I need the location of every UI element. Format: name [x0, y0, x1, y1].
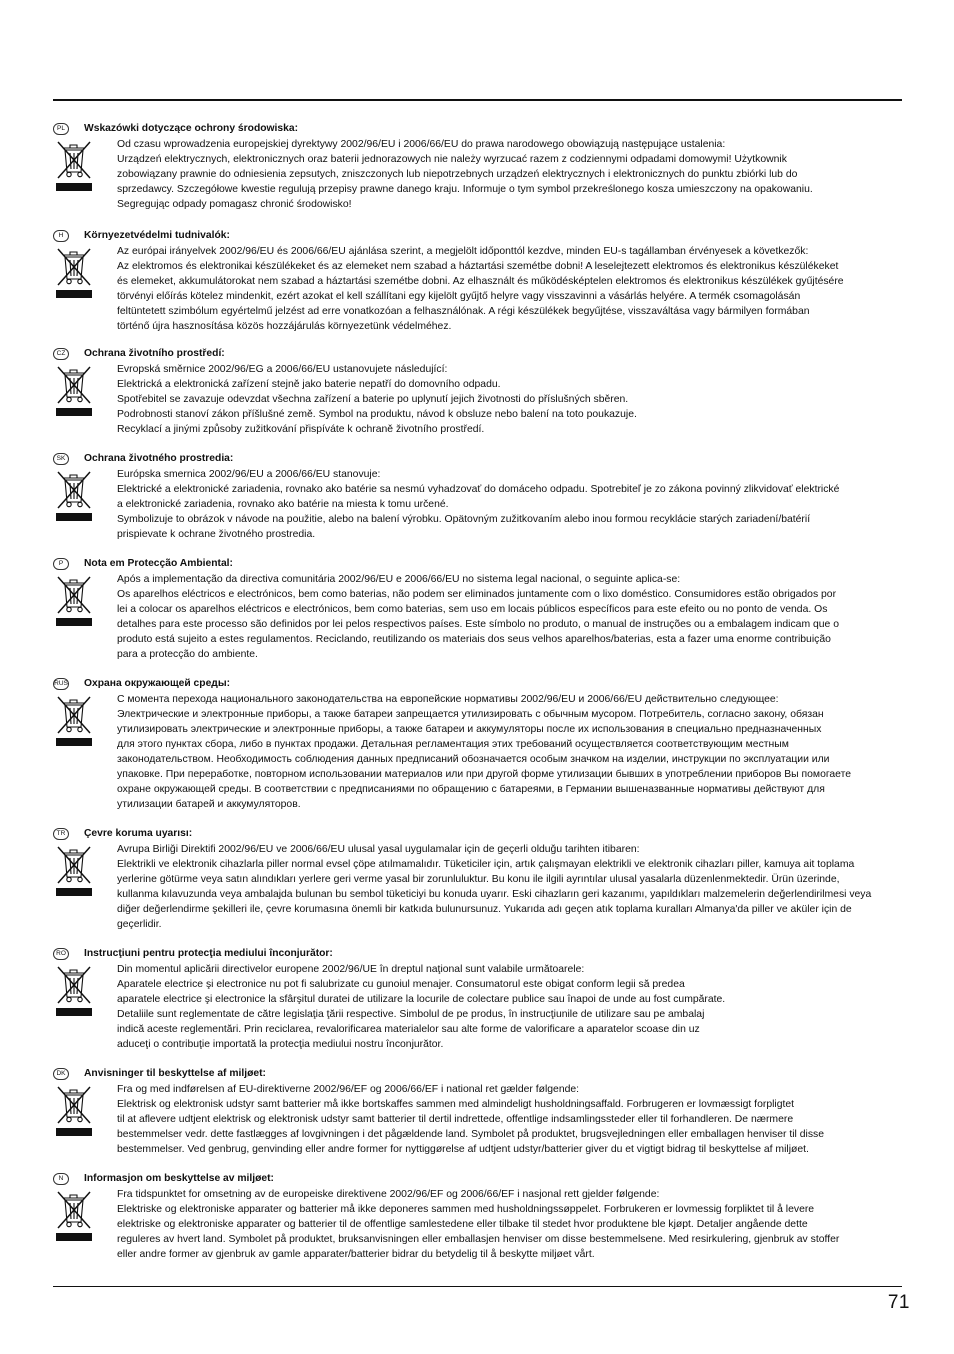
weee-bar	[56, 408, 92, 416]
section-line: Spotřebitel se zavazuje odevzdat všechna zařízení a baterie po uplynutí jejich životnosti do příslušných sběren.	[117, 394, 629, 405]
section-title: Anvisninger til beskyttelse af miljøet:	[84, 1068, 266, 1079]
section-line: Elektrikli ve elektronik cihazlarla piller normal evsel çöpe atılmamalıdır. Tüketiciler için, artık çalışmayan elektrikli ve elektronik cihazları piller, kamuya ait toplama	[117, 859, 855, 870]
weee-symbol	[56, 1084, 94, 1136]
section	[53, 452, 905, 542]
weee-bar	[56, 1008, 92, 1016]
section-line: lei a colocar os aparelhos eléctricos e electrónicos, bem como baterias, sem uso em locais públicos específicos para este efeito ou no ponto de venda. Os	[117, 604, 828, 615]
weee-symbol	[56, 1189, 94, 1241]
top-rule	[53, 99, 902, 101]
section-title: Környezetvédelmi tudnivalók:	[84, 230, 230, 241]
section-header	[53, 1172, 905, 1187]
section-header	[53, 557, 905, 572]
section-body	[117, 1187, 905, 1262]
country-code-badge: CZ	[53, 348, 69, 360]
section	[53, 122, 905, 212]
section-body	[117, 572, 905, 662]
section-line: feltüntetett szimbólum egyértelmű jelzést ad erre vonatkozóan a felhasználónak. A régi készülékek begyűjtése, visszaváltása vagy bármilyen formában	[117, 306, 810, 317]
country-code-badge: RUS	[53, 678, 69, 690]
weee-symbol	[56, 469, 94, 521]
section-body	[117, 692, 905, 812]
section-line: Podrobnosti stanoví zákon příšlušné země. Symbol na produktu, návod k obsluze nebo balení na toto poukazuje.	[117, 409, 637, 420]
crossed-out-bin-icon	[56, 574, 92, 614]
section-line: aparatele electrice şi electronice la sfârşitul duratei de utilizare la locurile de colectare publice sau înapoi de unde au fost cumpărate.	[117, 994, 726, 1005]
section-line: bestemmelser vedr. dette fastlægges af lovgivningen i det pågældende land. Symbolet på produktet, brugsvejledningen eller emballagen henviser til disse	[117, 1129, 824, 1140]
weee-bar	[56, 183, 92, 191]
section	[53, 229, 905, 334]
section-header	[53, 122, 905, 137]
section-line: aduceţi o contribuţie importată la protecţia mediului nostru înconjurător.	[117, 1039, 444, 1050]
section-line: Fra tidspunktet for omsetning av de europeiske direktivene 2002/96/EF og 2006/66/EF i nasjonal rett gjelder følgende:	[117, 1189, 660, 1200]
weee-symbol	[56, 364, 94, 416]
section-line: С момента перехода национального законодательства на европейские нормативы 2002/96/EU и 2006/66/EU действительно следующее:	[117, 694, 779, 705]
section-body	[117, 362, 905, 437]
section	[53, 1067, 905, 1157]
section-line: Evropská směrnice 2002/96/EG a 2006/66/EU ustanovujete následující:	[117, 364, 448, 375]
section-header	[53, 229, 905, 244]
crossed-out-bin-icon	[56, 1189, 92, 1229]
section-header	[53, 347, 905, 362]
section-line: indică aceste reglementări. Prin reciclarea, revalorificarea materialelor sau alte forme de valorificare a aparatelor scoase din uz	[117, 1024, 700, 1035]
section-line: Elektrické a elektronické zariadenia, rovnako ako batérie sa nesmú vyhadzovať do domáceho odpadu. Spotrebiteľ je zo zákona povinný zlikvidovať elektrické	[117, 484, 840, 495]
weee-symbol	[56, 139, 94, 191]
section-title: Ochrana životného prostredia:	[84, 453, 234, 464]
section-line: produto está sujeito a estes regulamentos. Reciclando, reutilizando os materiais dos seus velhos aparelhos/baterias, esta a fazer uma enorme contribuição	[117, 634, 831, 645]
section-title: Wskazówki dotyczące ochrony środowiska:	[84, 123, 299, 134]
section-line: geçerlidir.	[117, 919, 162, 930]
section-line: yerlerine götürme veya satın alındıkları yerlere geri verme yasal bir zorunluluktur. Bu konu ile ilgili ayrıntılar ulusal yasalarla düzenlenmektedir. Ürün üzerinde,	[117, 874, 840, 885]
section-line: утилизировать электрические и электронные приборы, а также батареи и аккумуляторы после их использования в специально предназначенных	[117, 724, 822, 735]
section-body	[117, 842, 905, 932]
section-line: для этого пунктах сбора, либо в пунктах продажи. Детальная регламентация этих требований осуществляется соответствующим местным	[117, 739, 789, 750]
country-code-badge: PL	[53, 123, 69, 135]
section-line: zobowiązany prawnie do odniesienia zepsutych, zniszczonych lub niepotrzebnych urządzeń elektrycznych i elektronicznych do punktu zbiórki lub do	[117, 169, 798, 180]
section	[53, 347, 905, 437]
crossed-out-bin-icon	[56, 844, 92, 884]
weee-symbol	[56, 246, 94, 298]
section-line: законодательством. Необходимость соблюдения данных предписаний обозначается особым значком на изделии, инструкции по эксплуатации или	[117, 754, 830, 765]
page-number: 71	[887, 1292, 910, 1313]
section-line: törvényi előírás kötelez mindenkit, ezért azokat el kell szállítani egy kijelölt gyűjtő helyre vagy visszavinni a vásárlás helyére. A termék csomagolásán	[117, 291, 801, 302]
section-line: történő újra hasznosítása közös hozzájárulás környezetünk védelméhez.	[117, 321, 452, 332]
section-line: sprzedawcy. Szczegółowe kwestie regulują przepisy prawne danego kraju. Informuje o tym symbol przekreślonego kosza umieszczony na opakowaniu.	[117, 184, 813, 195]
section-header	[53, 827, 905, 842]
section	[53, 677, 905, 812]
section-line: Symbolizuje to obrázok v návode na použitie, alebo na balení výrobku. Opätovným zužitkovaním alebo inou formou recyklácie starých zariadení/batérií	[117, 514, 811, 525]
section-title: Охрана окружающей среды:	[84, 678, 231, 689]
section	[53, 827, 905, 932]
weee-symbol	[56, 694, 94, 746]
crossed-out-bin-icon	[56, 469, 92, 509]
weee-symbol	[56, 964, 94, 1016]
country-code-badge: SK	[53, 453, 69, 465]
weee-bar	[56, 738, 92, 746]
section-line: Elektrická a elektronická zařízení stejně jako baterie nepatří do domovního odpadu.	[117, 379, 501, 390]
section-line: Elektriske og elektroniske apparater og batterier må ikke deponeres sammen med husholdningssøppelet. Forbrukeren er lovmessig forpliktet til å levere	[117, 1204, 815, 1215]
section-line: Az elektromos és elektronikai készülékeket és az elemeket nem szabad a háztartási szemétbe dobni! A leselejtezett elektromos és elektronikus készülékeket	[117, 261, 839, 272]
weee-symbol	[56, 844, 94, 896]
country-code-badge: H	[53, 230, 69, 242]
section-line: til at aflevere udtjent elektrisk og elektronisk udstyr samt batterier til dertil indrettede, offentlige indsamlingssteder eller til forhandleren. De nærmere	[117, 1114, 794, 1125]
section-line: Urządzeń elektrycznych, elektronicznych oraz baterii jednorazowych nie należy wyrzucać razem z codziennymi odpadami domowymi! Użytkownik	[117, 154, 787, 165]
section-body	[117, 244, 905, 334]
weee-bar	[56, 888, 92, 896]
section-title: Ochrana životního prostředí:	[84, 348, 225, 359]
section-line: para a protecção do ambiente.	[117, 649, 258, 660]
section-line: Os aparelhos eléctricos e electrónicos, bem como baterias, não podem ser eliminados juntamente com o lixo doméstico. Consumidores estão obrigados por	[117, 589, 837, 600]
country-code-badge: RO	[53, 948, 69, 960]
section-line: reguleres av hvert land. Symbolet på produktet, bruksanvisningen eller emballasjen henviser om disse bestemmelsene. Med resirkulering, gjenbruk av stoffer	[117, 1234, 840, 1245]
section-header	[53, 947, 905, 962]
country-code-badge: TR	[53, 828, 69, 840]
section-line: Az európai irányelvek 2002/96/EU és 2006/66/EU ajánlása szerint, a megjelölt időponttól kezdve, minden EU-s tagállamban érvényesek a következők:	[117, 246, 809, 257]
section-line: Recyklací a jinými způsoby zužitkování přispíváte k ochraně životního prostředí.	[117, 424, 485, 435]
section-line: Európska smernica 2002/96/EU a 2006/66/EU stanovuje:	[117, 469, 381, 480]
section-line: утилизации батарей и аккумуляторов.	[117, 799, 301, 810]
section-line: diğer değerlendirme şekilleri ile, çevre korumasına önemli bir katkıda bulunursunuz. Yukarıda adı geçen atık toplama kuralları Almanya'da piller ve aküler için de	[117, 904, 852, 915]
weee-bar	[56, 513, 92, 521]
section-line: Segregując odpady pomagasz chronić środowisko!	[117, 199, 352, 210]
section-line: és elemeket, akkumulátorokat nem szabad a háztartási szemétbe dobni. Az elhasznált és működésképtelen elektromos és elektronikus készülékek gyűjtésére	[117, 276, 844, 287]
section-title: Çevre koruma uyarısı:	[84, 828, 193, 839]
crossed-out-bin-icon	[56, 694, 92, 734]
section-line: prispievate k ochrane životného prostredia.	[117, 529, 316, 540]
weee-symbol	[56, 574, 94, 626]
country-code-badge: DK	[53, 1068, 69, 1080]
section-body	[117, 467, 905, 542]
bottom-rule	[53, 1286, 902, 1287]
section-line: Avrupa Birliği Direktifi 2002/96/EU ve 2006/66/EU ulusal yasal uygulamalar için de geçerli olduğu tarihten itibaren:	[117, 844, 640, 855]
section-body	[117, 137, 905, 212]
section-header	[53, 452, 905, 467]
section-header	[53, 1067, 905, 1082]
section-body	[117, 1082, 905, 1157]
section-line: упаковке. При переработке, повторном использовании материалов или при другой форме утилизации бывших в употреблении приборов Вы помогаете	[117, 769, 852, 780]
section-line: Электрические и электронные приборы, а также батареи запрещается утилизировать с обычным мусором. Потребитель, согласно закону, обязан	[117, 709, 824, 720]
section-line: Od czasu wprowadzenia europejskiej dyrektywy 2002/96/EU i 2006/66/EU do prawa narodowego obowiązują następujące ustalenia:	[117, 139, 726, 150]
country-code-badge: N	[53, 1173, 69, 1185]
weee-bar	[56, 290, 92, 298]
section-line: Após a implementação da directiva comunitária 2002/96/EU e 2006/66/EU no sistema legal nacional, o seguinte aplica-se:	[117, 574, 681, 585]
section-body	[117, 962, 905, 1052]
crossed-out-bin-icon	[56, 964, 92, 1004]
weee-bar	[56, 1233, 92, 1241]
section-title: Informasjon om beskyttelse av miljøet:	[84, 1173, 274, 1184]
section-line: bestemmelser. Ved genbrug, genvinding eller andre former for nyttiggørelse af udtjent udstyr/batterier giver du et vigtigt bidrag til beskyttelse af miljøet.	[117, 1144, 809, 1155]
section	[53, 947, 905, 1052]
section-line: elektriske og elektroniske apparater og batterier til de offentlige samlestedene eller tilbake til stedet hvor produktene ble kjøpt. Detaljer angående dette	[117, 1219, 808, 1230]
section-line: a elektronické zariadenia, rovnako ako batérie na miesta k tomu určené.	[117, 499, 449, 510]
section-line: eller andre former av gjenbruk av gamle apparater/batterier bidrar du betydelig til å beskytte miljøet vårt.	[117, 1249, 595, 1260]
crossed-out-bin-icon	[56, 139, 92, 179]
crossed-out-bin-icon	[56, 1084, 92, 1124]
section-line: охране окружающей среды. В соответствии с предписаниями по обращению с батареями, в Германии вышеназванные нормативы действуют для	[117, 784, 825, 795]
weee-bar	[56, 618, 92, 626]
section-line: detalhes para este processo são definidos por lei pelos respectivos países. Este símbolo no produto, o manual de instruções ou a embalagem indicam que o	[117, 619, 839, 630]
section-line: Elektrisk og elektronisk udstyr samt batterier må ikke bortskaffes sammen med almindeligt husholdningsaffald. Forbrugeren er lovmæssigt forpligtet	[117, 1099, 795, 1110]
section	[53, 557, 905, 662]
section-line: Detaliile sunt reglementate de către legislaţia ţării respective. Simbolul de pe produs, în instrucţiunile de utilizare sau pe ambalaj	[117, 1009, 705, 1020]
crossed-out-bin-icon	[56, 364, 92, 404]
weee-bar	[56, 1128, 92, 1136]
section-line: Din momentul aplicării directivelor europene 2002/96/UE în dreptul naţional sunt valabile următoarele:	[117, 964, 585, 975]
section-line: kullanma kılavuzunda veya ambalajda bulunan bu sembol tüketiciyi bu konuda uyarır. Eski cihazların geri kazanımı, yapıldıkları malzemelerin değerlendirilmesi veya	[117, 889, 872, 900]
section-header	[53, 677, 905, 692]
country-code-badge: P	[53, 558, 69, 570]
section-title: Nota em Protecção Ambiental:	[84, 558, 233, 569]
section	[53, 1172, 905, 1262]
section-title: Instrucţiuni pentru protecţia mediului înconjurător:	[84, 948, 333, 959]
crossed-out-bin-icon	[56, 246, 92, 286]
section-line: Fra og med indførelsen af EU-direktiverne 2002/96/EF og 2006/66/EF i national ret gælder følgende:	[117, 1084, 580, 1095]
section-line: Aparatele electrice şi electronice nu pot fi salubrizate cu gunoiul menajer. Consumatorul este obigat conform legii să predea	[117, 979, 685, 990]
